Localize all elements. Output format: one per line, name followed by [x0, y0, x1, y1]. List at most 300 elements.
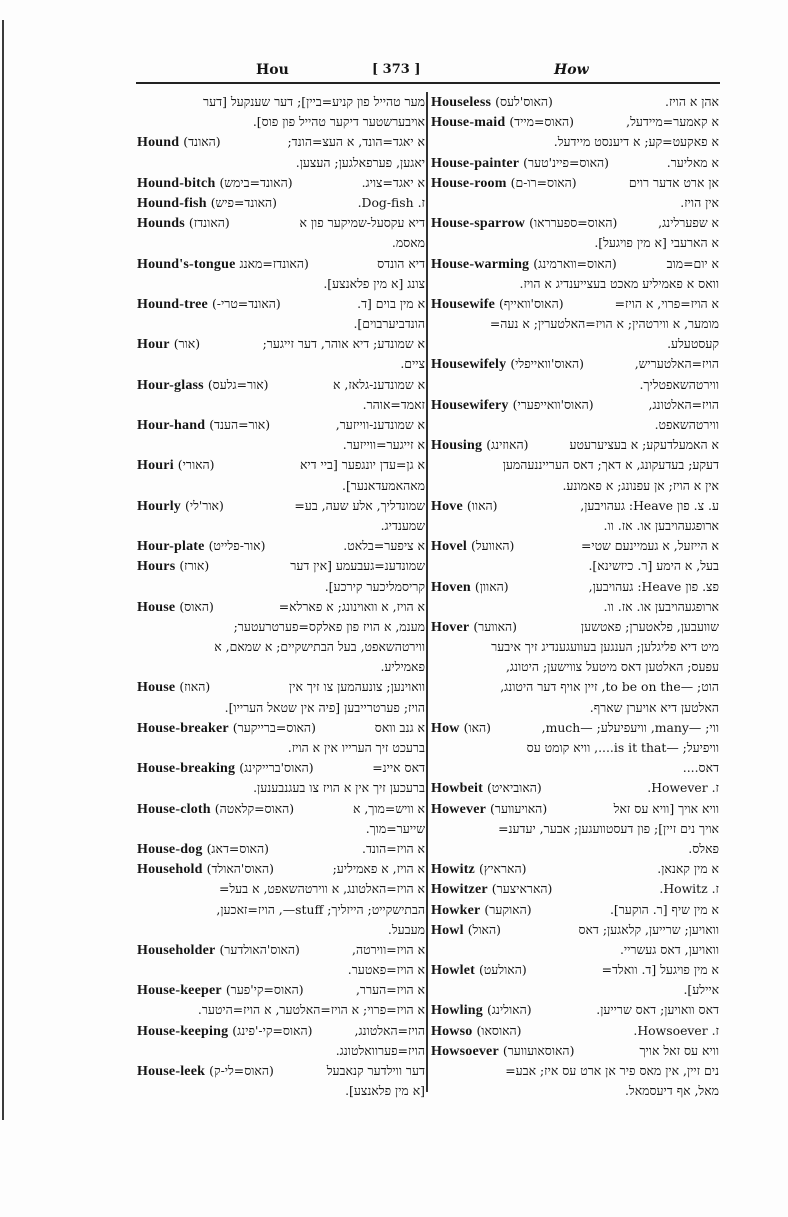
definition-text: וואויען, דאס געשריי. — [619, 941, 719, 957]
definition-line — [431, 233, 719, 253]
headword: Houri — [137, 458, 174, 474]
definition-line — [431, 738, 719, 758]
headword: Hourly — [137, 498, 181, 514]
pronunciation: (האוו) — [466, 497, 498, 513]
pronunciation: (האוס=דאג) — [206, 840, 269, 856]
headword: Hoven — [431, 579, 471, 595]
entry-first-line — [137, 496, 425, 516]
entry-first-line — [431, 294, 719, 314]
entry-first-line — [431, 153, 719, 173]
entry-first-line — [137, 677, 425, 697]
headword: Hound-tree — [137, 296, 208, 312]
pronunciation: (אור) — [173, 336, 201, 352]
entry-first-line — [137, 839, 425, 859]
definition-text: א הארעבי [א מין פויגעל]. — [594, 235, 719, 251]
definition-text: איילע]. — [683, 982, 719, 998]
pronunciation: (אורז) — [179, 558, 210, 574]
definition-text: א מין בוים [ד. — [357, 295, 425, 311]
pronunciation: (האולינג) — [486, 1002, 532, 1018]
definition-line — [137, 153, 425, 173]
pronunciation: (האוז) — [179, 679, 211, 695]
headword-group — [137, 556, 209, 576]
headword-group — [137, 173, 293, 193]
definition-text: מער טהייל פון קניע=ביין]; דער שענקעל [דער — [203, 94, 425, 109]
pronunciation: (האוס'האולד) — [206, 861, 274, 877]
definition-line — [137, 617, 425, 637]
definition-text: דאס וואויען; דאס שרייען. — [596, 1002, 719, 1018]
dictionary-entry — [137, 415, 425, 455]
definition-line — [137, 637, 425, 657]
definition-text: אין הויז. — [680, 194, 719, 210]
headword-group — [137, 718, 316, 738]
dictionary-entry — [431, 718, 719, 779]
headword: Householder — [137, 942, 216, 958]
definition-text: שמענדיג. — [380, 517, 425, 533]
headword: Housewifely — [431, 357, 507, 373]
headword-group — [431, 718, 491, 738]
dictionary-entry — [431, 1041, 719, 1102]
pronunciation: (האונד) — [183, 134, 221, 150]
dictionary-entry — [431, 173, 719, 213]
dictionary-entry — [137, 193, 425, 213]
entry-first-line — [137, 132, 425, 152]
headword-group — [137, 1061, 274, 1081]
pronunciation: (האול) — [467, 921, 501, 937]
dictionary-entry — [431, 799, 719, 860]
headword-group — [137, 213, 230, 233]
definition-line — [137, 354, 425, 374]
pronunciation: (האוס=מייד) — [509, 114, 574, 130]
page-number: [ 373 ] — [372, 62, 421, 77]
pronunciation: (האוס=ברייקער) — [232, 719, 316, 735]
definition-line — [137, 516, 425, 536]
definition-text: א הייזעל, א געמיינעם שטי= — [580, 538, 719, 554]
dictionary-entry — [137, 92, 425, 132]
entry-first-line — [431, 1041, 719, 1061]
headword: How — [431, 720, 460, 736]
definition-line — [137, 1041, 425, 1061]
definition-text: וואויען; שרייען, קלאגען; דאס — [578, 921, 719, 937]
dictionary-entry — [137, 375, 425, 415]
dictionary-entry — [431, 153, 719, 173]
dictionary-entry — [431, 617, 719, 718]
pronunciation: (האונד=טרי-) — [211, 295, 281, 311]
pronunciation: (אור=גלעס) — [207, 376, 269, 392]
headword: Hover — [431, 619, 470, 635]
headword-group — [431, 395, 594, 415]
entry-first-line — [137, 1061, 425, 1081]
definition-text: ווירטהשאפט, בעל הבתישקיים; א שמאם, א — [214, 639, 425, 655]
definition-text: דיא עקסעל-שמיקער פון א — [299, 215, 425, 231]
pronunciation: (האוביאיט) — [486, 780, 542, 796]
right-guide-word: How — [554, 62, 589, 78]
pronunciation: (האונד=פיש) — [210, 194, 277, 210]
entry-first-line — [431, 496, 719, 516]
dictionary-entry — [137, 173, 425, 193]
definition-text: נים זיין, אין מאס פיר אן ארט עס איז; אבע= — [505, 1063, 719, 1078]
definition-text: ווירטהשאפטליך. — [639, 376, 719, 392]
entry-first-line — [137, 213, 425, 233]
dictionary-entry — [137, 254, 425, 294]
definition-text: א שפערלינג, — [658, 215, 719, 231]
pronunciation: (אור=הענד) — [209, 417, 271, 432]
definition-line — [431, 556, 719, 576]
entry-first-line — [431, 617, 719, 637]
headword-group — [431, 879, 552, 899]
dictionary-entry — [431, 254, 719, 294]
dictionary-entry — [137, 758, 425, 798]
headword: House — [137, 599, 176, 615]
definition-text: א גנב וואס — [374, 719, 425, 735]
definition-text: דאס איינ= — [372, 760, 425, 776]
definition-text: ז. Dog-fish. — [357, 194, 425, 210]
definition-text: וויפיעל; —is it that...., וויא קומט עס — [526, 740, 719, 755]
headword: Howling — [431, 1003, 483, 1019]
definition-line — [431, 516, 719, 536]
entry-first-line — [431, 879, 719, 899]
definition-line — [137, 960, 425, 980]
entry-first-line — [431, 112, 719, 132]
definition-line — [137, 738, 425, 758]
entry-first-line — [137, 375, 425, 395]
pronunciation: (האונדז) — [188, 215, 230, 231]
pronunciation: (האוס=קי-'פינג) — [232, 1022, 313, 1038]
definition-text: אהן א הויז. — [665, 94, 719, 109]
pronunciation: (האונדז=מאנג — [239, 255, 309, 271]
entry-first-line — [137, 1021, 425, 1041]
definition-text: וויא אויך [וויא עס זאל — [613, 800, 719, 816]
dictionary-entry — [431, 1021, 719, 1041]
definition-text: שמונדליך, אלע שעה, בע= — [294, 497, 425, 513]
definition-line — [431, 132, 719, 152]
dictionary-entry — [431, 536, 719, 576]
headword-group — [137, 758, 314, 778]
definition-line — [431, 274, 719, 294]
definition-text: האלטען דיא אויערן שארף. — [589, 699, 719, 715]
definition-line — [137, 900, 425, 920]
page-header — [136, 62, 720, 84]
headword-group — [431, 294, 564, 314]
definition-line — [431, 597, 719, 617]
headword: House-cloth — [137, 801, 211, 817]
definition-line — [137, 112, 425, 132]
headword-group — [431, 960, 527, 980]
pronunciation: (האו) — [463, 719, 492, 735]
dictionary-entry — [137, 677, 425, 717]
entry-first-line — [137, 415, 425, 435]
definition-line — [137, 435, 425, 455]
pronunciation: (האוס) — [179, 598, 214, 614]
headword-group — [137, 799, 294, 819]
headword: Howlet — [431, 963, 475, 979]
headword-group — [137, 254, 309, 274]
dictionary-entry — [431, 778, 719, 798]
headword: Howso — [431, 1023, 473, 1039]
definition-text: מענמ, א הויז פון פאלקס=פערטרעטער; — [233, 618, 425, 634]
left-guide-word: Hou — [256, 62, 289, 78]
definition-line — [137, 819, 425, 839]
definition-text: דעקע; בעדעקונג, א דאך; דאס הערייננעהמען — [502, 457, 719, 473]
pronunciation: (אור-פלייט) — [208, 538, 266, 554]
definition-text: א קאמער=מיידעל, — [626, 114, 719, 130]
headword-group — [431, 354, 584, 374]
entry-first-line — [137, 193, 425, 213]
headword: Howitzer — [431, 882, 488, 898]
pronunciation: (האווער) — [473, 618, 517, 634]
entry-first-line — [137, 940, 425, 960]
definition-text: א זייגער=ווייזער. — [342, 437, 425, 453]
headword: Hour-plate — [137, 539, 205, 555]
definition-text: ציים. — [400, 356, 425, 372]
definition-text: א הויז=פרוי; א הויז=האלטער, א הויז=היטער. — [197, 1002, 425, 1018]
headword-group — [431, 1021, 522, 1041]
dictionary-entry — [431, 859, 719, 879]
pronunciation: (האוס=קי'פער) — [225, 982, 304, 998]
definition-line — [137, 1000, 425, 1020]
definition-text: א יום=מוב — [666, 255, 719, 271]
headword: House — [137, 680, 176, 696]
dictionary-entry — [137, 940, 425, 980]
definition-line — [431, 476, 719, 496]
pronunciation: (האוסאו) — [476, 1022, 522, 1038]
definition-text: שמונדענ=געבעמע [אין דער — [290, 558, 425, 574]
definition-text: הויז; פערטרייבען [פיה אין שטאל הערייו]. — [224, 699, 425, 715]
definition-text: ז. Howsoever. — [633, 1022, 719, 1038]
entry-first-line — [431, 859, 719, 879]
definition-text: צונג [א מין פלאנצע]. — [323, 275, 425, 291]
entry-first-line — [431, 900, 719, 920]
pronunciation: (האוס'וואייפערי) — [512, 396, 594, 412]
headword-group — [431, 173, 577, 193]
column-divider — [426, 92, 428, 1092]
dictionary-entry — [431, 920, 719, 960]
definition-text: ז. However. — [647, 780, 719, 796]
headword-group — [137, 980, 304, 1000]
headword-group — [431, 435, 528, 455]
headword: However — [431, 801, 487, 817]
entry-first-line — [431, 92, 719, 112]
headword-group — [431, 778, 542, 798]
definition-line — [431, 637, 719, 657]
definition-text: א הויז=ווירטה, — [352, 941, 425, 957]
definition-text: פאמיליע. — [380, 659, 425, 675]
headword: House-warming — [431, 256, 530, 272]
definition-text: א האמעלדעקע; א בעציערעטע — [569, 437, 719, 453]
headword: House-keeper — [137, 983, 222, 999]
definition-line — [431, 677, 719, 697]
dictionary-entry — [137, 213, 425, 253]
entry-first-line — [431, 799, 719, 819]
headword-group — [137, 1021, 312, 1041]
definition-text: וואוינען; צונעהמען צו זיך אין — [289, 679, 425, 695]
entry-first-line — [431, 395, 719, 415]
entry-first-line — [137, 799, 425, 819]
entry-first-line — [431, 778, 719, 798]
headword-group — [137, 193, 277, 213]
headword-group — [431, 496, 497, 516]
entry-first-line — [137, 718, 425, 738]
definition-text: ברעכט זיך הערייו אין א הויז. — [287, 740, 425, 755]
definition-line — [137, 657, 425, 677]
definition-line — [137, 577, 425, 597]
headword-group — [431, 1041, 574, 1061]
definition-text: ווירטהשאפט. — [654, 417, 719, 432]
pronunciation: (האוס=ספערראו) — [529, 215, 618, 231]
definition-text: א וויש=מוך, א — [352, 800, 425, 816]
pronunciation: (האוס'האולדער) — [219, 941, 300, 957]
headword-group — [431, 799, 547, 819]
entry-first-line — [431, 435, 719, 455]
definition-line — [431, 657, 719, 677]
pronunciation: (האונד=בימש) — [219, 174, 293, 190]
pronunciation: (האוס'וואייף) — [499, 295, 564, 311]
pronunciation: (האורי) — [177, 457, 215, 473]
definition-line — [137, 476, 425, 496]
dictionary-entry — [137, 799, 425, 839]
definition-text: אין א הויז; אן עפנונג; א פאמונע. — [562, 477, 719, 493]
headword-group — [431, 1000, 532, 1020]
definition-text: הויז=האלטעריש, — [634, 356, 719, 372]
headword-group — [137, 677, 210, 697]
definition-text: אן ארט אדער רוים — [628, 174, 719, 190]
dictionary-entry — [137, 455, 425, 495]
definition-line — [431, 314, 719, 334]
entry-first-line — [137, 334, 425, 354]
dictionary-entry — [431, 294, 719, 355]
headword: Hour-glass — [137, 377, 204, 393]
headword-group — [431, 577, 509, 597]
headword: Hour-hand — [137, 418, 206, 433]
definition-line — [431, 375, 719, 395]
headword: Hove — [431, 498, 463, 514]
entry-first-line — [137, 597, 425, 617]
dictionary-entry — [137, 132, 425, 172]
entry-first-line — [137, 173, 425, 193]
definition-line — [137, 920, 425, 940]
headword-group — [137, 375, 269, 395]
dictionary-entry — [137, 597, 425, 678]
headword: Hound-bitch — [137, 175, 216, 191]
dictionary-entry — [431, 900, 719, 920]
headword: Housewifery — [431, 397, 509, 413]
headword-group — [137, 597, 214, 617]
definition-text: אויבערשטער דיקער טהייל פון פוס]. — [252, 114, 425, 130]
dictionary-entry — [431, 92, 719, 112]
definition-text: [א מין פלאנצע]. — [345, 1083, 425, 1099]
definition-line — [137, 274, 425, 294]
definition-text: א פאקעט=קע; א דיענסט מיידעל. — [553, 134, 719, 150]
definition-text: מאהאמעדאנער]. — [342, 477, 425, 493]
definition-line — [431, 1081, 719, 1101]
pronunciation: (האוס'וואייפלי) — [510, 356, 584, 372]
headword: Houseless — [431, 95, 492, 110]
headword-group — [431, 254, 617, 274]
definition-text: א יאגד=הונד, א העצ=הונד; — [287, 134, 425, 150]
definition-text: א הויז=האלטונג, א ווירטהשאפט, א בעל= — [218, 881, 425, 897]
definition-text: עפעס; האלטען דאס מיטעל צווישען; היטונג, — [505, 659, 719, 675]
pronunciation: (האוס=לי-ק) — [209, 1063, 274, 1078]
pronunciation: (האוון) — [474, 578, 509, 594]
pronunciation: (האראיץ) — [478, 861, 527, 877]
headword: House-keeping — [137, 1023, 229, 1039]
headword-group — [431, 920, 501, 940]
headword-group — [137, 455, 215, 475]
headword-group — [431, 153, 609, 173]
dictionary-entry — [137, 334, 425, 374]
dictionary-entry — [431, 960, 719, 1000]
definition-text: הויז=פערוואלטונג. — [335, 1042, 425, 1058]
definition-line — [431, 415, 719, 435]
definition-text: דער ווילדער קנאבעל — [326, 1063, 425, 1078]
entry-first-line — [137, 294, 425, 314]
definition-text: א מין פויגעל [ד. וואלד= — [601, 962, 719, 978]
definition-line — [431, 455, 719, 475]
definition-text: א שמונדענ-גלאז, א — [333, 376, 425, 392]
pronunciation: (האוס=ווארמינג) — [533, 255, 617, 271]
headword: House-maid — [431, 115, 506, 131]
definition-text: א ציפער=בלאט. — [343, 538, 425, 554]
dictionary-entry — [137, 556, 425, 596]
dictionary-entry — [431, 213, 719, 253]
definition-text: קעסטעלע. — [667, 336, 719, 352]
definition-text: ארופגעהויבען או. אז. וו. — [603, 598, 719, 614]
definition-line — [431, 819, 719, 839]
definition-text: וואס א פאמיליע מאכט בעצייענדיג א הויז. — [519, 275, 719, 291]
pronunciation: (האוסאועווער) — [502, 1042, 575, 1058]
definition-text: א מאליער. — [666, 154, 719, 170]
entry-first-line — [431, 254, 719, 274]
definition-text: ז. Howitz. — [659, 881, 719, 897]
headword: House-dog — [137, 841, 203, 857]
definition-text: פצ. פון Heave: געהויבען, — [588, 578, 719, 594]
definition-text: הוט; —to be on the, זיין אויף דער היטונג, — [500, 679, 719, 695]
headword: Hounds — [137, 216, 185, 232]
definition-line — [431, 698, 719, 718]
definition-text: קריסמליכער קירכע]. — [324, 578, 425, 594]
dictionary-entry — [137, 1061, 425, 1101]
definition-line — [137, 879, 425, 899]
header-rule — [136, 82, 720, 84]
headword-group — [137, 132, 221, 152]
entry-first-line — [431, 173, 719, 193]
definition-text: דאס.... — [682, 760, 719, 776]
pronunciation: (האוס=קלאטה) — [214, 800, 295, 816]
definition-text: וויא עס זאל אויך — [639, 1042, 719, 1058]
entry-first-line — [431, 213, 719, 233]
definition-text: שוועבען, פלאטערן; פאטשען — [580, 618, 719, 634]
headword-group — [137, 839, 269, 859]
dictionary-entry — [431, 496, 719, 536]
definition-text: א הויז, א וואוינונג; א פארלא= — [278, 598, 425, 614]
dictionary-entry — [137, 536, 425, 556]
left-column — [137, 92, 425, 1101]
entry-first-line — [137, 556, 425, 576]
definition-text: ווי; —many, וויעפיעלע; —much, — [541, 719, 719, 735]
headword: Howl — [431, 922, 464, 938]
definition-text: הבתישקייט; הייזליך; stuff—, הויז=זאכען, — [216, 901, 425, 917]
headword-group — [137, 294, 281, 314]
headword: House-room — [431, 175, 507, 191]
dictionary-entry — [137, 980, 425, 1020]
pronunciation: (האוועל) — [471, 538, 515, 554]
definition-line — [137, 233, 425, 253]
headword-group — [431, 213, 617, 233]
headword-group — [137, 940, 300, 960]
dictionary-entry — [137, 718, 425, 758]
right-column — [431, 92, 719, 1101]
definition-text: ע. צ. פון Heave: געהויבען, — [580, 497, 719, 513]
headword: Household — [137, 862, 203, 878]
